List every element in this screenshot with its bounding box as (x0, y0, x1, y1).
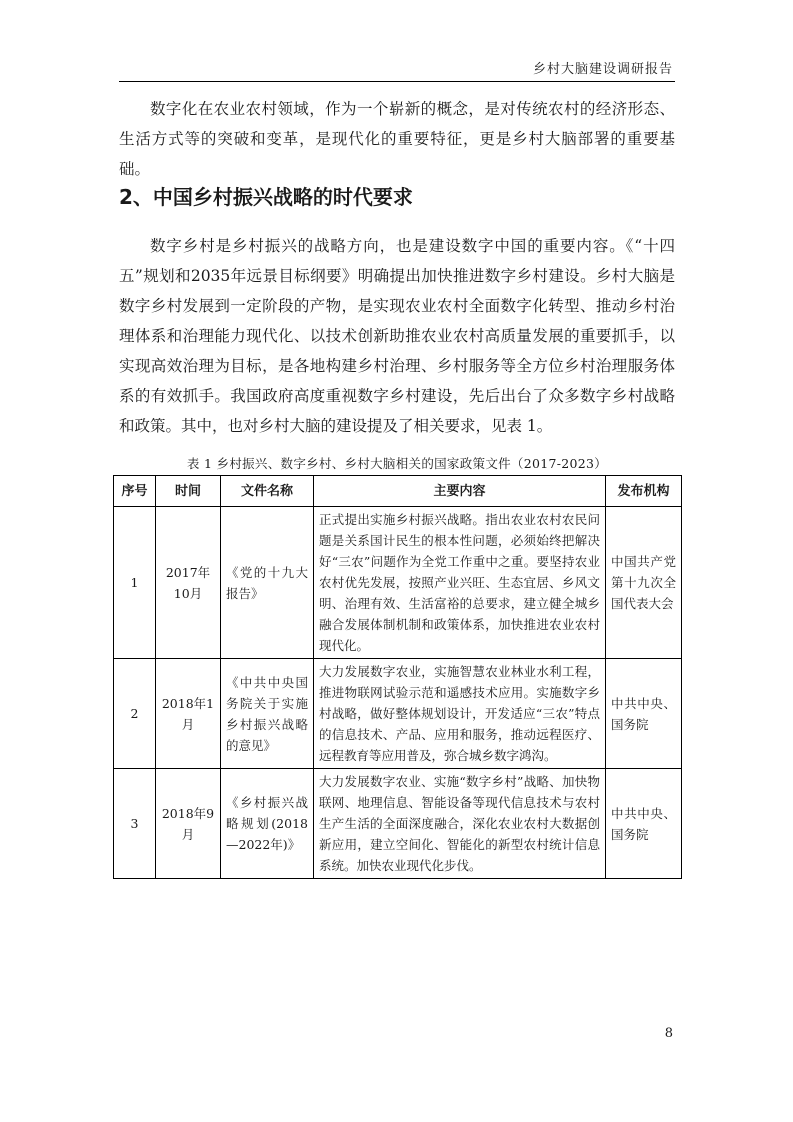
col-header-content: 主要内容 (314, 476, 606, 507)
table-header-row (114, 476, 682, 507)
cell-time: 2018年1月 (156, 659, 221, 769)
cell-no: 2 (114, 659, 156, 769)
col-header-org: 发布机构 (606, 476, 682, 507)
running-header: 乡村大脑建设调研报告 (532, 62, 673, 77)
cell-content: 大力发展数字农业，实施智慧农业林业水利工程，推进物联网试验示范和遥感技术应用。实施数字乡村战略，做好整体规划设计，开发适应“三农”特点的信息技术、产品、应用和服务，推动远程医疗、远程教育等应用普及，弥合城乡数字鸿沟。 (314, 659, 606, 769)
cell-org: 中共中央、国务院 (606, 769, 682, 879)
cell-content: 正式提出实施乡村振兴战略。指出农业农村农民问题是关系国计民生的根本性问题，必须始终把解决好“三农”问题作为全党工作重中之重。要坚持农业农村优先发展，按照产业兴旺、生态宜居、乡风文明、治理有效、生活富裕的总要求，建立健全城乡融合发展体制机制和政策体系，加快推进农业农村现代化。 (314, 507, 606, 659)
cell-content: 大力发展数字农业、实施“数字乡村”战略、加快物联网、地理信息、智能设备等现代信息技术与农村生产生活的全面深度融合，深化农业农村大数据创新应用，建立空间化、智能化的新型农村统计信息系统。加快农业现代化步伐。 (314, 769, 606, 879)
paragraph-body: 数字乡村是乡村振兴的战略方向，也是建设数字中国的重要内容。《“十四五”规划和2035年远景目标纲要》明确提出加快推进数字乡村建设。乡村大脑是数字乡村发展到一定阶段的产物，是实现农业农村全面数字化转型、推动乡村治理体系和治理能力现代化、以技术创新助推农业农村高质量发展的重要抓手，以实现高效治理为目标，是各地构建乡村治理、乡村服务等全方位乡村治理服务体系的有效抓手。我国政府高度重视数字乡村建设，先后出台了众多数字乡村战略和政策。其中，也对乡村大脑的建设提及了相关要求，见表 1。 (119, 237, 675, 435)
col-header-time: 时间 (156, 476, 221, 507)
policy-table (113, 475, 682, 879)
table-row (114, 769, 682, 879)
cell-name: 《中共中央国务院关于实施乡村振兴战略的意见》 (221, 659, 314, 769)
table-caption: 表 1 乡村振兴、数字乡村、乡村大脑相关的国家政策文件（2017-2023） (186, 456, 608, 471)
cell-org: 中共中央、国务院 (606, 659, 682, 769)
table-row (114, 507, 682, 659)
cell-time: 2017年10月 (156, 507, 221, 659)
cell-no: 3 (114, 769, 156, 879)
section-heading: 2、中国乡村振兴战略的时代要求 (119, 185, 413, 209)
cell-time: 2018年9月 (156, 769, 221, 879)
table-row (114, 659, 682, 769)
cell-org: 中国共产党第十九次全国代表大会 (606, 507, 682, 659)
col-header-name: 文件名称 (221, 476, 314, 507)
cell-no: 1 (114, 507, 156, 659)
header-rule (119, 81, 675, 82)
paragraph-intro: 数字化在农业农村领域，作为一个崭新的概念，是对传统农村的经济形态、生活方式等的突破和变革，是现代化的重要特征，更是乡村大脑部署的重要基础。 (119, 100, 675, 178)
cell-name: 《党的十九大报告》 (221, 507, 314, 659)
page-number: 8 (664, 1026, 673, 1041)
col-header-no: 序号 (114, 476, 156, 507)
cell-name: 《乡村振兴战略规划(2018—2022年)》 (221, 769, 314, 879)
